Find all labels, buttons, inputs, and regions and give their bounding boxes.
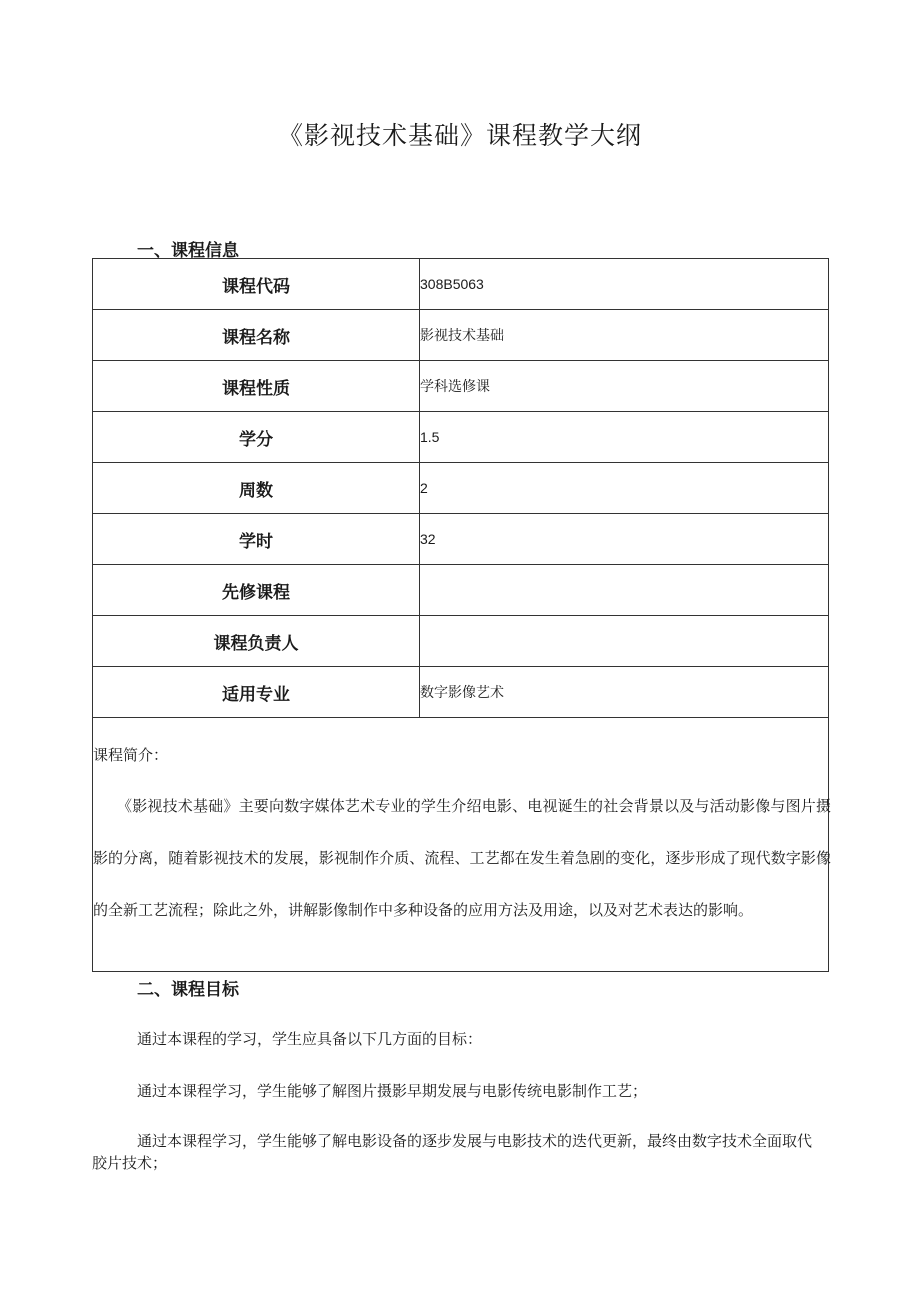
course-info-table <box>92 258 829 718</box>
row-label: 适用专业 <box>93 667 420 718</box>
table-row <box>93 463 829 514</box>
section-heading-course-info: 一、课程信息 <box>137 241 239 261</box>
table-row <box>93 514 829 565</box>
row-label: 学时 <box>93 514 420 565</box>
table-row <box>93 412 829 463</box>
table-row <box>93 565 829 616</box>
row-value: 影视技术基础 <box>420 310 829 361</box>
row-value: 学科选修课 <box>420 361 829 412</box>
row-label: 课程名称 <box>93 310 420 361</box>
section-heading-course-goals: 二、课程目标 <box>137 980 239 1000</box>
course-intro-label: 课程简介： <box>93 746 169 764</box>
row-value <box>420 616 829 667</box>
goal-paragraph: 通过本课程学习，学生能够了解图片摄影早期发展与电影传统电影制作工艺； <box>137 1082 648 1100</box>
row-label: 课程性质 <box>93 361 420 412</box>
table-row <box>93 259 829 310</box>
page-title: 《影视技术基础》课程教学大纲 <box>277 121 642 150</box>
row-value: 308B5063 <box>420 259 829 310</box>
goal-paragraph: 通过本课程的学习，学生应具备以下几方面的目标： <box>137 1030 483 1048</box>
row-value: 1.5 <box>420 412 829 463</box>
row-value: 32 <box>420 514 829 565</box>
row-label: 先修课程 <box>93 565 420 616</box>
course-intro-text: 《影视技术基础》主要向数字媒体艺术专业的学生介绍电影、电视诞生的社会背景以及与活动影像与图片摄影的分离，随着影视技术的发展，影视制作介质、流程、工艺都在发生着急剧的变化，逐步形成了现代数字影像的全新工艺流程；除此之外，讲解影像制作中多种设备的应用方法及用途，以及对艺术表达的影响。 <box>93 797 831 919</box>
table-row <box>93 667 829 718</box>
row-label: 课程负责人 <box>93 616 420 667</box>
row-value: 2 <box>420 463 829 514</box>
goal-paragraph: 通过本课程学习，学生能够了解电影设备的逐步发展与电影技术的迭代更新，最终由数字技术全面取代胶片技术； <box>92 1132 813 1172</box>
row-label: 周数 <box>93 463 420 514</box>
table-row <box>93 361 829 412</box>
row-label: 学分 <box>93 412 420 463</box>
row-label: 课程代码 <box>93 259 420 310</box>
course-intro-box <box>92 718 829 972</box>
table-row <box>93 310 829 361</box>
row-value: 数字影像艺术 <box>420 667 829 718</box>
table-row <box>93 616 829 667</box>
row-value <box>420 565 829 616</box>
